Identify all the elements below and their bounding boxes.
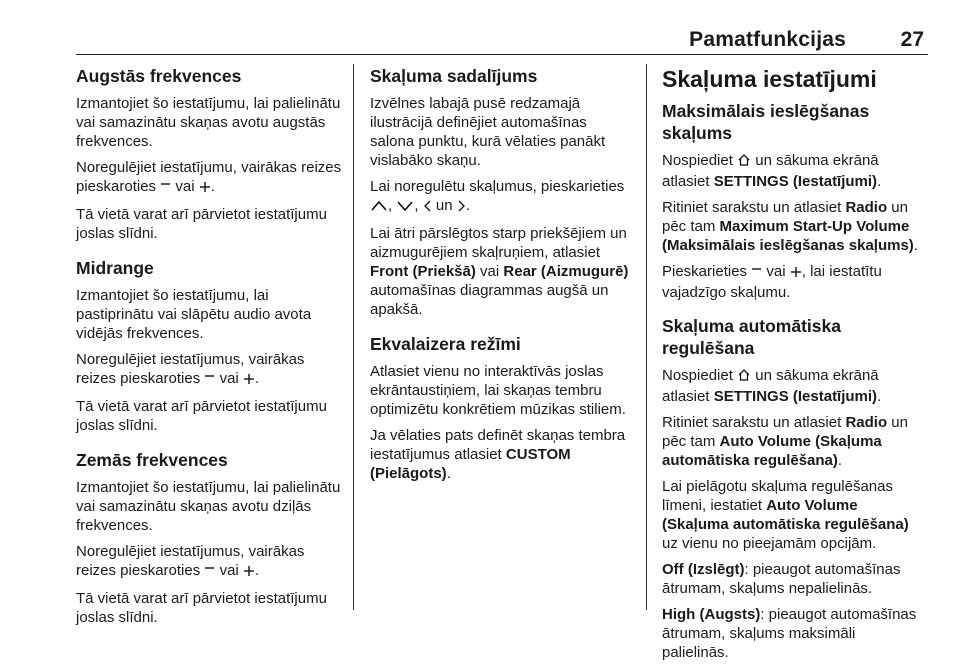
minus-icon <box>204 371 215 390</box>
text: vai <box>480 263 500 280</box>
paragraph: Ritiniet sarakstu un atlasiet Radio un pēc tam Maximum Start-Up Volume (Maksimālais ieslēgšanas skaļums). <box>662 199 918 254</box>
paragraph: Izvēlnes labajā pusē redzamajā ilustrācijā definējiet automašīnas salona punktu, kurā vēlaties panākt vislabāko skaņu. <box>370 95 606 169</box>
paragraph: Tā vietā varat arī pārvietot iestatījumu joslas slīdni. <box>76 398 327 434</box>
option-settings: SETTINGS (Iestatījumi) <box>713 173 878 190</box>
paragraph: Nospiediet un sākuma ekrānā atlasiet SETTINGS (Iestatījumi). <box>662 367 882 405</box>
home-icon <box>737 368 751 387</box>
text: : pieaugot automašīnas ātrumam, skaļums nepalielinās. <box>662 561 901 597</box>
option-off: Off (Izslēgt) <box>662 561 745 578</box>
text: Lai pielāgotu skaļuma regulēšanas līmeni, iestatiet <box>662 478 893 514</box>
heading-treble: Augstās frekvences <box>76 66 242 86</box>
heading-equalizer-modes: Ekvalaizera režīmi <box>370 334 521 354</box>
paragraph: Nospiediet un sākuma ekrānā atlasiet SETTINGS (Iestatījumi). <box>662 152 882 190</box>
option-high: High (Augsts) <box>662 606 761 623</box>
paragraph: Noregulējiet iestatījumus, vairākas reizes pieskaroties vai . <box>76 542 342 582</box>
option-radio: Radio <box>845 199 888 216</box>
chevron-down-icon <box>396 198 414 217</box>
text: Lai ātri pārslēgtos starp priekšējiem un aizmugurējiem skaļruņiem, atlasiet <box>370 225 627 261</box>
paragraph <box>662 605 926 662</box>
text: automašīnas diagrammas augšā un apakšā. <box>370 282 609 318</box>
paragraph: Ja vēlaties pats definēt skaņas tembra iestatījumus atlasiet CUSTOM (Pielāgots). <box>370 427 626 482</box>
text: Lai noregulētu skaļumus, pieskarieties <box>370 178 625 195</box>
text: un <box>435 197 453 214</box>
column-divider <box>646 64 647 610</box>
column-middle <box>370 66 632 490</box>
text: Ja vēlaties pats definēt skaņas tembra iestatījumus atlasiet <box>370 427 626 463</box>
option-auto-volume: Auto Volume (Skaļuma automātiska regulēšana) <box>662 497 909 533</box>
heading-volume-settings: Skaļuma iestatījumi <box>662 66 877 92</box>
option-front: Front (Priekšā) <box>370 263 476 280</box>
text: Nospiediet <box>662 152 733 169</box>
paragraph: Ritiniet sarakstu un atlasiet Radio un pēc tam Auto Volume (Skaļuma automātiska regulēšana). <box>662 414 908 469</box>
text: vai <box>219 562 239 579</box>
column-divider <box>353 64 354 610</box>
option-settings: SETTINGS (Iestatījumi) <box>713 388 878 405</box>
heading-bass: Zemās frekvences <box>76 450 228 470</box>
option-auto-volume: Auto Volume (Skaļuma automātiska regulēšana) <box>662 433 882 469</box>
minus-icon <box>160 179 171 198</box>
paragraph: Izmantojiet šo iestatījumu, lai pastiprinātu vai slāpētu audio avota vidējās frekvences. <box>76 287 312 342</box>
text: Noregulējiet iestatījumus, vairākas reizes pieskaroties <box>76 351 305 387</box>
paragraph: Izmantojiet šo iestatījumu, lai palielinātu vai samazinātu skaņas avotu augstās frekvences. <box>76 95 341 150</box>
option-custom: CUSTOM (Pielāgots) <box>370 446 571 482</box>
heading-max-startup-volume: Maksimālais ieslēgšanas skaļums <box>662 101 870 143</box>
text: Pieskarieties <box>662 263 748 280</box>
paragraph <box>662 477 926 553</box>
text: : pieaugot automašīnas ātrumam, skaļums maksimāli palielinās. <box>662 606 917 661</box>
column-left <box>76 66 342 634</box>
text: un pēc tam <box>662 199 908 235</box>
paragraph: Lai noregulētu skaļumus, pieskarieties , , un . <box>370 177 632 217</box>
page-number: 27 <box>900 28 924 51</box>
option-max-startup-volume: Maximum Start-Up Volume (Maksimālais ieslēgšanas skaļums) <box>662 218 914 254</box>
text: , lai iestatītu vajadzīgo skaļumu. <box>662 263 882 301</box>
text: un pēc tam <box>662 414 908 450</box>
paragraph: Izmantojiet šo iestatījumu, lai palielinātu vai samazinātu skaņas avotu dziļās frekvences. <box>76 479 341 534</box>
text: un sākuma ekrānā atlasiet <box>662 152 879 190</box>
minus-icon <box>751 264 762 283</box>
text: Noregulējiet iestatījumu, vairākas reizes pieskaroties <box>76 159 342 195</box>
heading-auto-volume: Skaļuma automātiska regulēšana <box>662 316 841 358</box>
heading-midrange: Midrange <box>76 258 154 278</box>
option-radio: Radio <box>845 414 888 431</box>
column-right <box>662 66 926 669</box>
paragraph: Noregulējiet iestatījumu, vairākas reizes pieskaroties vai . <box>76 158 342 198</box>
page-title: Pamatfunkcijas <box>689 28 846 51</box>
paragraph: Tā vietā varat arī pārvietot iestatījumu joslas slīdni. <box>76 590 327 626</box>
paragraph <box>662 560 926 598</box>
paragraph: Noregulējiet iestatījumus, vairākas reizes pieskaroties vai . <box>76 350 342 390</box>
chevron-up-icon <box>370 198 388 217</box>
plus-icon <box>199 179 211 198</box>
heading-volume-distribution: Skaļuma sadalījums <box>370 66 538 86</box>
plus-icon <box>243 563 255 582</box>
paragraph: Atlasiet vienu no interaktīvās joslas ekrāntaustiņiem, lai skaņas tembru optimizētu konkrētiem mūzikas stiliem. <box>370 363 626 418</box>
text: un sākuma ekrānā atlasiet <box>662 367 879 405</box>
text: Ritiniet sarakstu un atlasiet <box>662 414 842 431</box>
plus-icon <box>790 264 802 283</box>
minus-icon <box>204 563 215 582</box>
plus-icon <box>243 371 255 390</box>
page-header <box>76 26 928 55</box>
text: Ritiniet sarakstu un atlasiet <box>662 199 842 216</box>
text: vai <box>766 263 786 280</box>
text: Nospiediet <box>662 367 733 384</box>
text: uz vienu no pieejamām opcijām. <box>662 535 877 552</box>
chevron-right-icon <box>457 198 466 217</box>
chevron-left-icon <box>423 198 432 217</box>
text: Noregulējiet iestatījumus, vairākas reizes pieskaroties <box>76 543 305 579</box>
text: vai <box>219 370 239 387</box>
home-icon <box>737 153 751 172</box>
paragraph <box>370 224 632 319</box>
paragraph <box>662 262 926 302</box>
paragraph: Tā vietā varat arī pārvietot iestatījumu joslas slīdni. <box>76 206 327 242</box>
option-rear: Rear (Aizmugurē) <box>503 263 629 280</box>
text: vai <box>175 178 195 195</box>
